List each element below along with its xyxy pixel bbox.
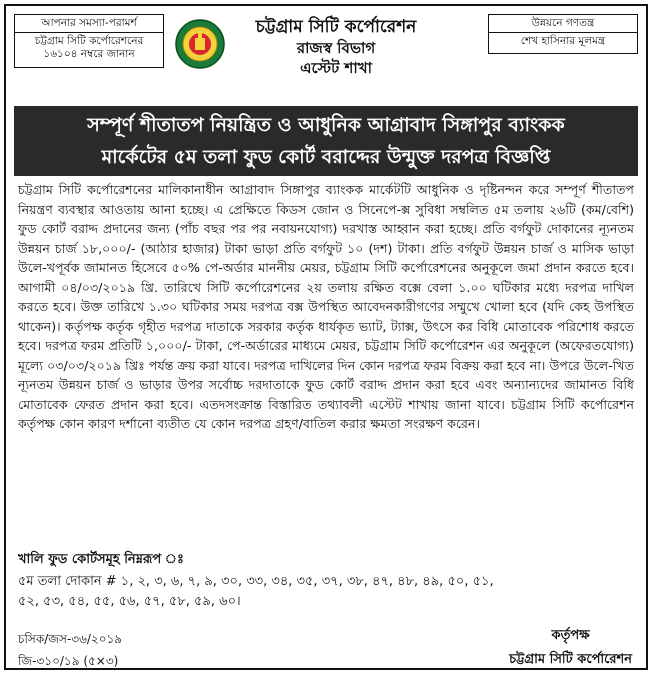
header <box>216 16 456 78</box>
slogan-line-1: উন্নয়নে গণতন্ত্র <box>531 17 595 29</box>
shops-line-2: ৫২, ৫৩, ৫৪, ৫৫, ৫৬, ৫৭, ৫৮, ৫৯, ৬০। <box>18 594 241 609</box>
organization-name: চট্টগ্রাম সিটি কর্পোরেশন <box>255 17 417 37</box>
helpline-divider <box>15 32 163 33</box>
slogan-line-2: শেখ হাসিনার মূলমন্ত্র <box>520 35 606 47</box>
notice-title-banner <box>14 106 638 176</box>
slogan-box <box>488 14 638 54</box>
authority-org: চট্টগ্রাম সিটি কর্পোরেশন <box>509 652 632 667</box>
slogan-divider <box>489 32 637 33</box>
signature-block <box>509 624 632 672</box>
reference-numbers <box>18 628 122 672</box>
shops-line-1: ৫ম তলা দোকান # ১, ২, ৩, ৬, ৭, ৯, ৩০, ৩৩, ৩৪, ৩৫, ৩৭, ৩৮, ৪৭, ৪৮, ৪৯, ৫০, ৫১, <box>18 574 494 589</box>
helpline-line-2: চট্টগ্রাম সিটি কর্পোরেশনের <box>34 35 144 47</box>
notice-body: চট্টগ্রাম সিটি কর্পোরেশনের মালিকানাধীন আগ্রাবাদ সিঙ্গাপুর ব্যাংকক মার্কেটটি আধুনিক ও দৃষ্টিনন্দন করে সম্পূর্ণ শীতাতপ নিয়ন্ত্রণ ব্যবস্থার আওতায় আনা হচ্ছে। এ প্রেক্ষিতে কিডস জোন ও সিনেপে-ক্স সুবিধা সম্বলিত ৫ম তলায় ২৬টি (কম/বেশি) ফুড কোর্ট বরাদ্দ প্রদানের জন্য (পাঁচ বছর পর পর নবায়নযোগ্য) দরখাস্ত আহ্বান করা হচ্ছে। প্রতি বর্গফুট দোকানের ন্যূনতম উন্নয়ন চার্জ ১৮,০০০/- (আঠার হাজার) টাকা ভাড়া প্রতি বর্গফুট ১০ (দশ) টাকা। প্রতি বর্গফুট উন্নয়ন চার্জ ও মাসিক ভাড়া উলে-খপূর্বক জামানত হিসেবে ৫০% পে-অর্ডার মাননীয় মেয়র, চট্টগ্রাম সিটি কর্পোরেশনের অনুকূলে জমা প্রদান করতে হবে। আগামী ০৪/০৩/২০১৯ খ্রি. তারিখে সিটি কর্পোরেশনের ২য় তলায় রক্ষিত বক্সে বেলা ১.০০ ঘটিকার মধ্যে দরপত্র দাখিল করতে হবে। উক্ত তারিখে ১.৩০ ঘটিকার সময় দরপত্র বক্স উপস্থিত আবেদনকারীগণের সম্মুখে খোলা হবে (যদি কেহ উপস্থিত থাকেন)। কর্তৃপক্ষ কর্তৃক গৃহীত দরপত্র দাতাকে সরকার কর্তৃক ধার্যকৃত ভ্যাট, ট্যাক্স, উৎসে কর বিধি মোতাবেক পরিশোধ করতে হবে। দরপত্র ফরম প্রতিটি ১,০০০/- টাকা, পে-অর্ডারের মাধ্যমে মেয়র, চট্টগ্রাম সিটি কর্পোরেশন এর অনুকূলে (অফেরতযোগ্য) মূল্যে ০৩/০৩/২০১৯ খ্রিঃ পর্যন্ত ক্রয় করা যাবে। দরপত্র দাখিলের দিন কোন দরপত্র ফরম বিক্রয় করা হবে না। উপরে উলে-খিত ন্যূনতম উন্নয়ন চার্জ ও ভাড়ার উপর সর্বোচ্চ দরদাতাকে ফুড কোর্ট বরাদ্দ প্রদান করা হবে এবং অন্যান্যদের জামানত বিধি মোতাবেক ফেরত প্রদান করা হবে। এতদসংক্রান্ত বিস্তারিত তথ্যাবলী এস্টেট শাখায় জানা যাবে। চট্টগ্রাম সিটি কর্পোরেশন কর্তৃপক্ষ কোন কারণ দর্শানো ব্যতীত যে কোন দরপত্র গ্রহণ/বাতিল করার ক্ষমতা সংরক্ষণ করেন। <box>18 182 634 431</box>
reference-1: চসিক/জস-৩৬/২০১৯ <box>18 632 123 646</box>
banner-line-1: সম্পূর্ণ শীতাতপ নিয়ন্ত্রিত ও আধুনিক আগ্রাবাদ সিঙ্গাপুর ব্যাংকক <box>87 114 565 136</box>
helpline-line-1: আপনার সমস্যা-পরামর্শ <box>41 17 137 29</box>
department-name: রাজস্ব বিভাগ <box>296 39 376 57</box>
helpline-line-3: ১৬১০৪ নম্বরে জানান <box>43 48 135 60</box>
notice-page <box>4 4 648 670</box>
authority-label: কর্তৃপক্ষ <box>551 628 590 643</box>
reference-2: জি-৩১০/১৯ (৫×৩) <box>18 654 119 668</box>
banner-line-2: মার্কেটের ৫ম তলা ফুড কোর্ট বরাদ্দের উন্মুক্ত দরপত্র বিজ্ঞপ্তি <box>101 146 551 168</box>
helpline-box <box>14 14 164 68</box>
branch-name: এস্টেট শাখা <box>300 59 372 77</box>
vacant-shops-title: খালি ফুড কোর্টসমূহ নিম্নরূপ ঃ <box>18 552 184 567</box>
vacant-shops-list <box>18 572 634 612</box>
